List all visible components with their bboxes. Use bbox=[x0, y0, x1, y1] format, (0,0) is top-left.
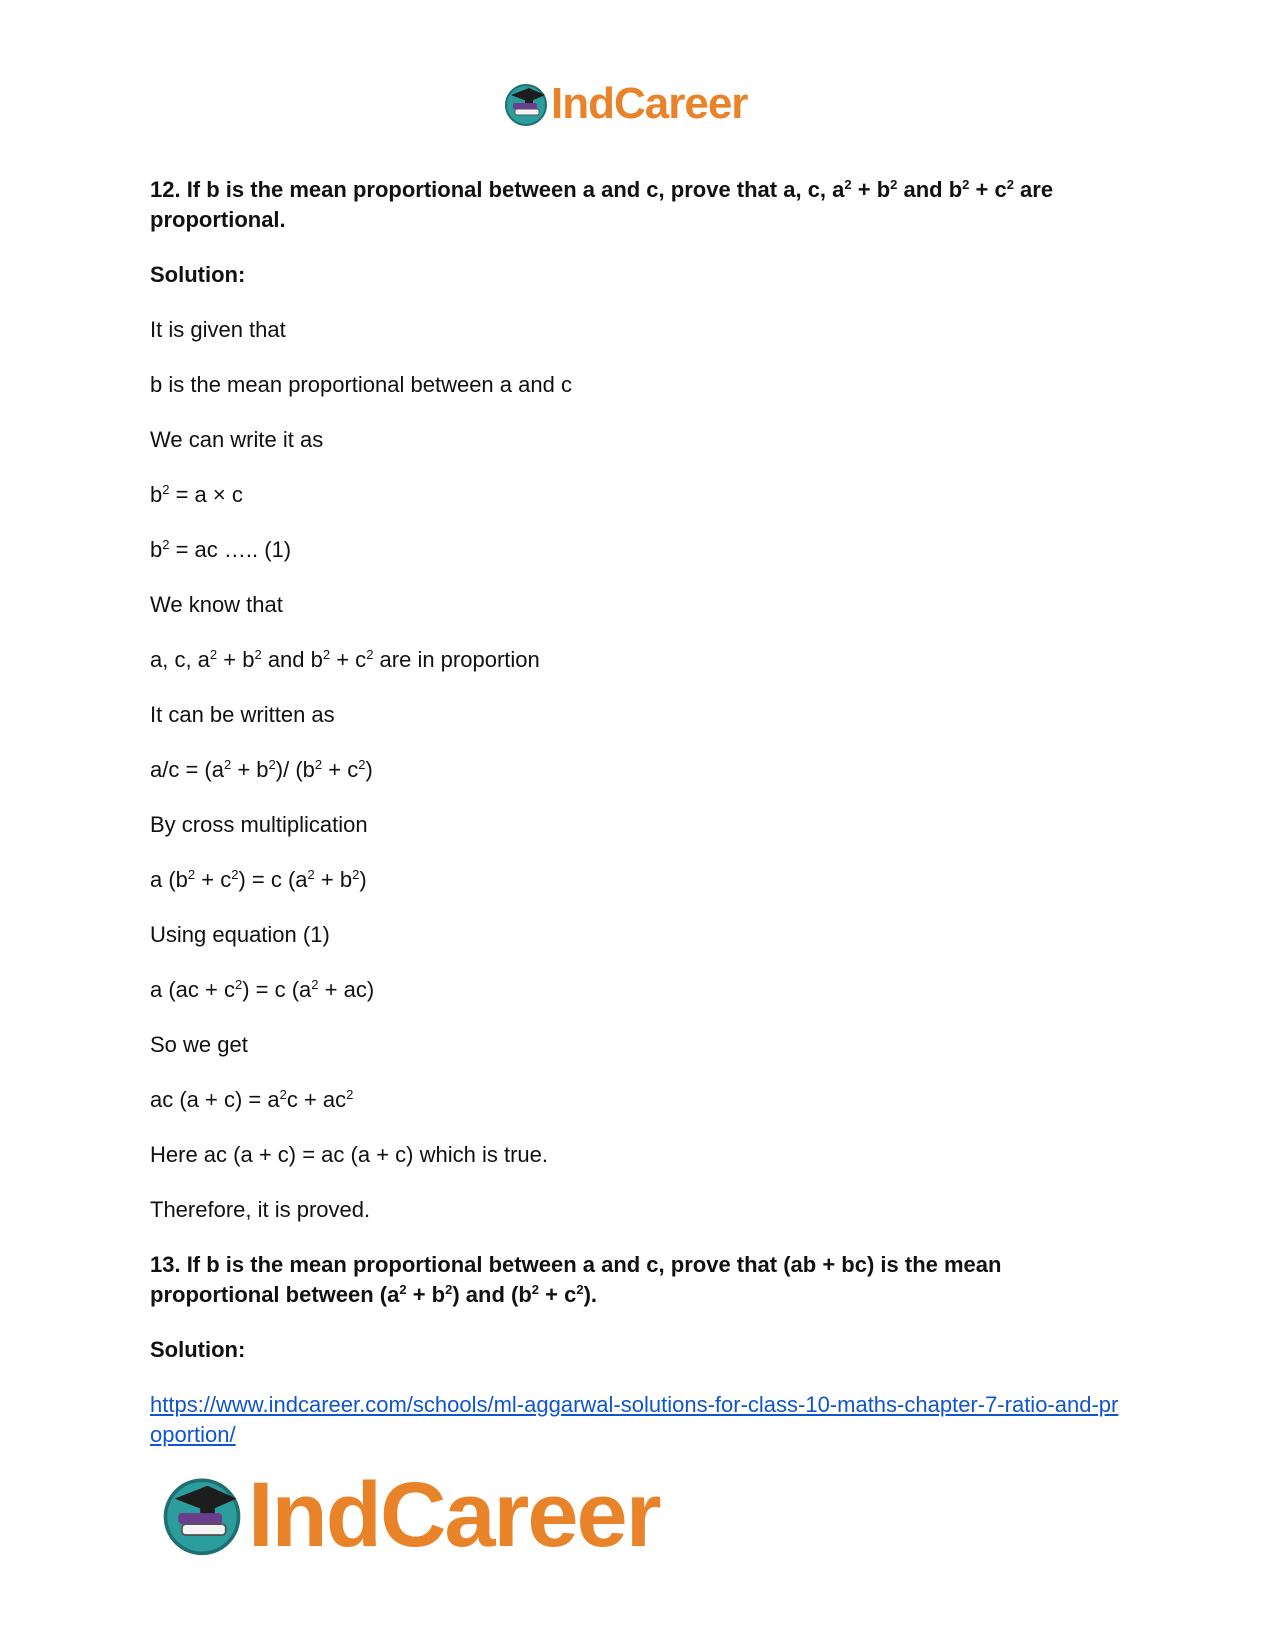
equation-line: $a/c = (a^2 + b^2)/$ $(b^2 + c^2)$ bbox=[150, 757, 373, 782]
indcareer-logo-header bbox=[503, 80, 747, 128]
solution-label: Solution: bbox=[150, 1337, 246, 1362]
equation-line: $b^2 = a \times c$ bbox=[150, 482, 243, 507]
graduation-book-icon bbox=[160, 1473, 244, 1557]
document-body bbox=[150, 175, 1130, 1475]
brand-wordmark: IndCareer bbox=[551, 79, 748, 128]
solution-line: It can be written as bbox=[150, 702, 335, 727]
solution-line: We know that bbox=[150, 592, 283, 617]
equation-line: a, c, $a^2 + b^2$ and $b^2 + c^2$ are in proportion bbox=[150, 647, 540, 672]
source-link[interactable]: https://www.indcareer.com/schools/ml-aggarwal-solutions-for-class-10-maths-chapter-7-ratio-and-proportion/ bbox=[150, 1392, 1119, 1447]
equation-line: ac $(a + c) = a^2c + ac^2$ bbox=[150, 1087, 354, 1112]
solution-line: Using equation (1) bbox=[150, 922, 330, 947]
equation-line: a $(ac + c^2) = c$ $(a^2 + ac)$ bbox=[150, 977, 375, 1002]
solution-line: Therefore, it is proved. bbox=[150, 1197, 371, 1222]
question-13: 13. If b is the mean proportional between a and c, prove that (ab + bc) is the mean proportional between $(a^2 + b^2)$ and $(b^2 + c^2)$. bbox=[150, 1252, 1002, 1307]
solution-line: We can write it as bbox=[150, 427, 324, 452]
solution-line: By cross multiplication bbox=[150, 812, 368, 837]
brand-wordmark: IndCareer bbox=[248, 1463, 660, 1566]
solution-line: Here ac (a + c) = ac (a + c) which is true. bbox=[150, 1142, 548, 1167]
question-12: 12. If b is the mean proportional between a and c, prove that a, c, $a^2 + b^2$ and $b^2 + c^2$ are proportional. bbox=[150, 177, 1054, 232]
solution-label: Solution: bbox=[150, 262, 246, 287]
solution-line: So we get bbox=[150, 1032, 248, 1057]
source-link-paragraph bbox=[150, 1390, 1130, 1450]
solution-line: b is the mean proportional between a and c bbox=[150, 372, 572, 397]
equation-line: a $(b^2 + c^2) = c$ $(a^2 + b^2)$ bbox=[150, 867, 367, 892]
indcareer-logo-footer bbox=[160, 1463, 660, 1566]
solution-line: It is given that bbox=[150, 317, 286, 342]
equation-line: $b^2$ = ac ….. (1) bbox=[150, 537, 292, 562]
graduation-book-icon bbox=[503, 81, 549, 127]
